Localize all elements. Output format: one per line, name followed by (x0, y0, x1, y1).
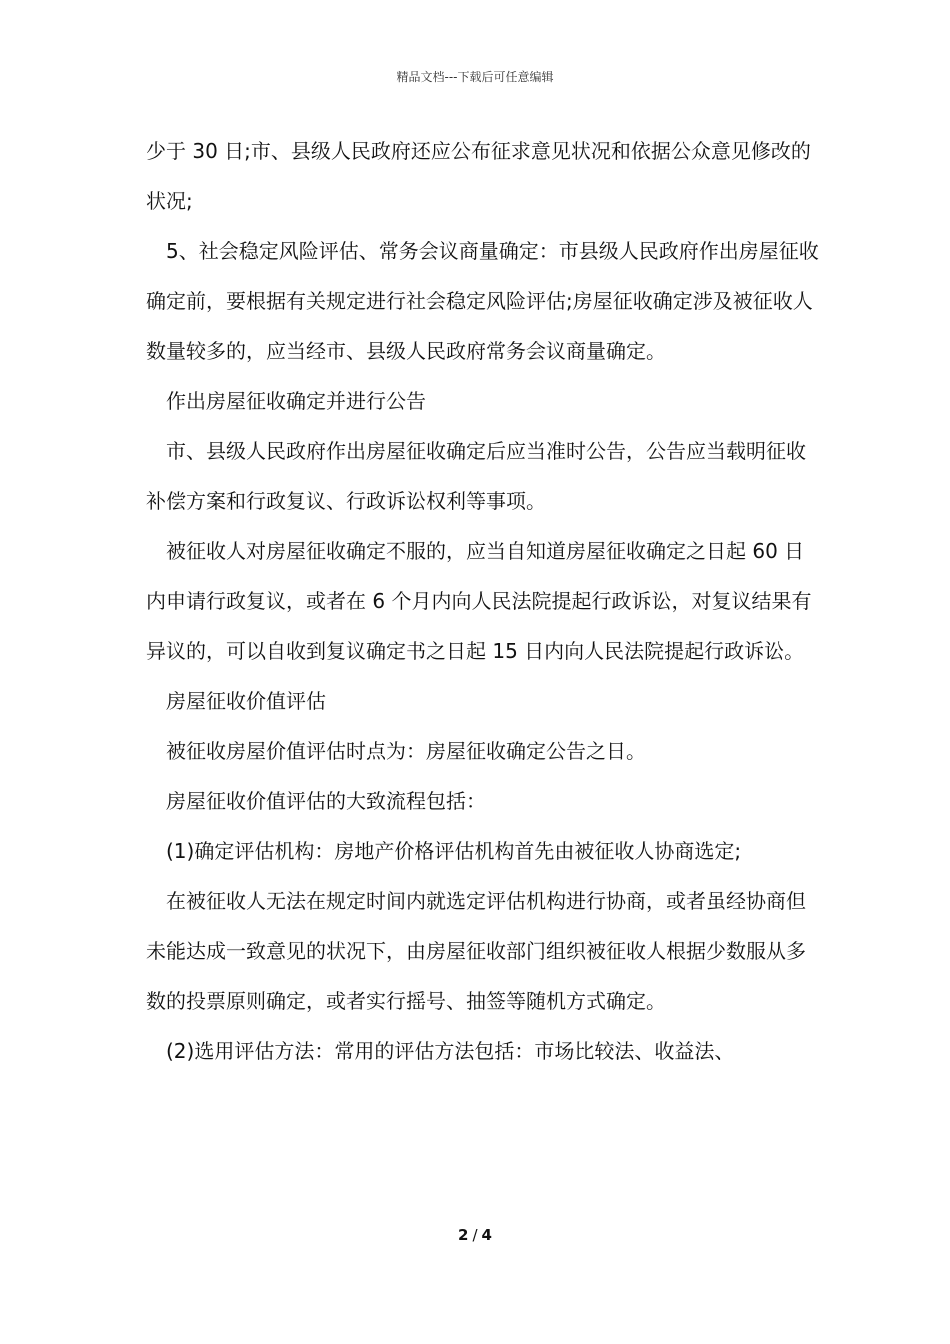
paragraph: 少于 30 日;市、县级人民政府还应公布征求意见状况和依据公众意见修改的状况; (146, 139, 811, 213)
paragraph: 在被征收人无法在规定时间内就选定评估机构进行协商，或者虽经协商但未能达成一致意见的状况下，由房屋征收部门组织被征收人根据少数服从多数的投票原则确定，或者实行摇号、抽签等随机方式确定。 (146, 889, 806, 1013)
paragraph: 被征收人对房屋征收确定不服的，应当自知道房屋征收确定之日起 60 日内申请行政复议，或者在 6 个月内向人民法院提起行政诉讼，对复议结果有异议的，可以自收到复议确定书之日起 15 日内向人民法院提起行政诉讼。 (146, 539, 812, 663)
paragraph: 5、社会稳定风险评估、常务会议商量确定：市县级人民政府作出房屋征收确定前，要根据有关规定进行社会稳定风险评估;房屋征收确定涉及被征收人数量较多的，应当经市、县级人民政府常务会议商量确定。 (146, 239, 819, 363)
page-total: 4 (481, 1226, 492, 1244)
page-number (0, 1226, 950, 1244)
section-heading: 作出房屋征收确定并进行公告 (166, 389, 426, 413)
paragraph: 市、县级人民政府作出房屋征收确定后应当准时公告，公告应当载明征收补偿方案和行政复议、行政诉讼权利等事项。 (146, 439, 806, 513)
list-item: (2)选用评估方法：常用的评估方法包括：市场比较法、收益法、 (166, 1039, 735, 1063)
page-separator: / (472, 1226, 478, 1244)
page-header: 精品文档---下载后可任意编辑 (396, 70, 554, 84)
section-heading: 房屋征收价值评估 (166, 689, 326, 713)
page-current: 2 (458, 1226, 469, 1244)
list-item: (1)确定评估机构：房地产价格评估机构首先由被征收人协商选定; (166, 839, 742, 863)
paragraph: 房屋征收价值评估的大致流程包括： (166, 789, 486, 813)
paragraph: 被征收房屋价值评估时点为：房屋征收确定公告之日。 (166, 739, 646, 763)
document-body (146, 126, 821, 1076)
